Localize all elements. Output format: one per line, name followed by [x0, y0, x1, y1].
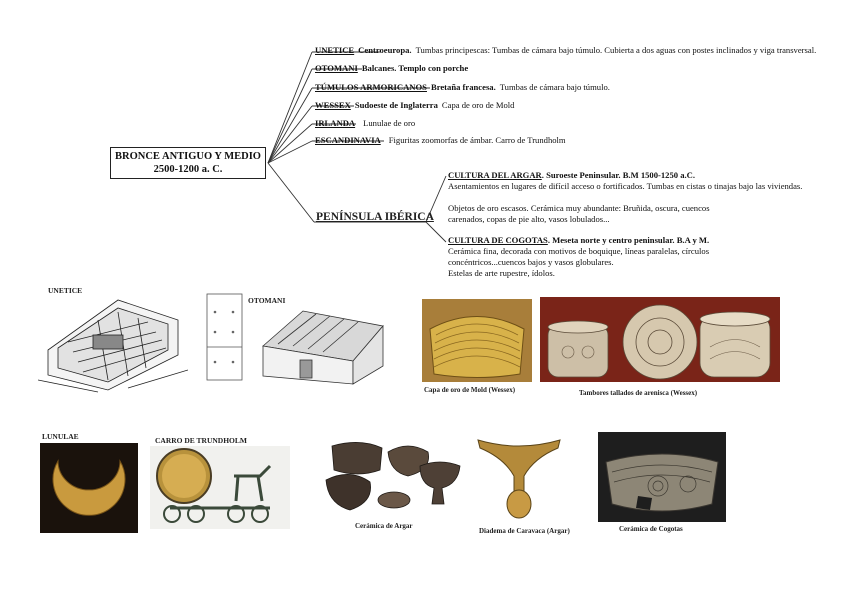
- branch-description: Tumbas principescas: Tumbas de cámara bajo túmulo. Cubierta a dos aguas con postes inclinados y viga transversal.: [415, 45, 817, 55]
- branch-otomani: [315, 63, 472, 74]
- cogotas-caption: Cerámica de Cogotas: [619, 525, 683, 533]
- branch-key: WESSEX: [315, 100, 351, 110]
- culture-key: CULTURA DEL ARGAR: [448, 170, 542, 180]
- unetice-label: UNETICE: [48, 286, 83, 295]
- root-dates: 2500-1200 a. C.: [153, 164, 223, 175]
- branch-key: UNETICE: [315, 45, 355, 55]
- branch-tumulos-armoricanos: [315, 82, 610, 93]
- culture-region: Meseta norte y centro peninsular. B.A y M.: [552, 235, 710, 245]
- culture-line: Asentamientos en lugares de difícil acceso o fortificados. Tumbas en cistas o tinajas bajo las viviendas.: [448, 181, 803, 191]
- branch-key: TÚMULOS ARMORICANOS: [315, 82, 427, 92]
- argar-ceramics-image: [320, 438, 465, 518]
- culture-line: Objetos de oro escasos. Cerámica muy abundante: Bruñida, oscura, cuencos: [448, 203, 710, 213]
- cogotas-ceramics-image: [598, 432, 726, 522]
- branch-key: ESCANDINAVIA: [315, 135, 381, 145]
- culture-title: CULTURA DEL ARGAR. Suroeste Peninsular. B.M 1500-1250 a.C.: [448, 170, 696, 180]
- culture-region: Suroeste Peninsular. B.M 1500-1250 a.C.: [546, 170, 696, 180]
- otomani-label: OTOMANI: [248, 296, 286, 305]
- branch-description: Capa de oro de Mold: [441, 100, 515, 110]
- gold-lunula-image: [40, 443, 138, 533]
- mold-caption: Capa de oro de Mold (Wessex): [424, 386, 516, 394]
- branch-key: OTOMANI: [315, 63, 358, 73]
- trundholm-label: CARRO DE TRUNDHOLM: [155, 436, 247, 445]
- unetice-tomb-drawing: [38, 280, 188, 398]
- culture-spacer: [448, 192, 828, 203]
- branch-peninsula-iberica: PENÍNSULA IBÉRICA: [316, 211, 434, 223]
- gold-cape-mold-image: [422, 299, 532, 382]
- culture-line: Cerámica fina, decorada con motivos de boquique, líneas paralelas, círculos: [448, 246, 710, 256]
- branch-description: Tumbas de cámara bajo túmulo.: [499, 82, 610, 92]
- otomani-plan: [205, 292, 245, 384]
- branch-location: Balcanes. Templo con porche: [361, 63, 469, 73]
- lunulae-label: LUNULAE: [42, 432, 79, 441]
- root-node: [110, 147, 266, 179]
- branch-key: IRLANDA: [315, 118, 356, 128]
- branch-description: Figuritas zoomorfas de ámbar. Carro de Trundholm: [388, 135, 566, 145]
- culture-key: CULTURA DE COGOTAS: [448, 235, 548, 245]
- culture-cogotas: [448, 235, 828, 279]
- caravaca-diadem-image: [474, 436, 564, 522]
- drums-caption: Tambores tallados de arenisca (Wessex): [579, 389, 698, 397]
- caravaca-caption: Diadema de Caravaca (Argar): [479, 527, 570, 535]
- branch-location: Centroeuropa.: [358, 45, 412, 55]
- trundholm-chariot-image: [150, 446, 290, 529]
- culture-line: concéntricos...cuencos bajos y vasos globulares.: [448, 257, 614, 267]
- culture-argar: [448, 170, 828, 225]
- branch-location: Bretaña francesa.: [430, 82, 496, 92]
- branch-irlanda: [315, 118, 415, 129]
- root-title: BRONCE ANTIGUO Y MEDIO: [115, 151, 261, 162]
- branch-unetice: [315, 45, 816, 56]
- branch-location: Sudoeste de Inglaterra: [354, 100, 438, 110]
- otomani-temple-drawing: [258, 306, 388, 386]
- culture-line: carenados, copas de pie alto, vasos lobulados...: [448, 214, 610, 224]
- culture-line: Estelas de arte rupestre, ídolos.: [448, 268, 555, 278]
- argar-caption: Cerámica de Argar: [355, 522, 413, 530]
- branch-wessex: [315, 100, 514, 111]
- branch-description: Lunulae de oro: [363, 118, 416, 128]
- branch-escandinavia: [315, 135, 566, 146]
- sandstone-drums-image: [540, 297, 780, 382]
- culture-title: CULTURA DE COGOTAS. Meseta norte y centro peninsular. B.A y M.: [448, 235, 710, 245]
